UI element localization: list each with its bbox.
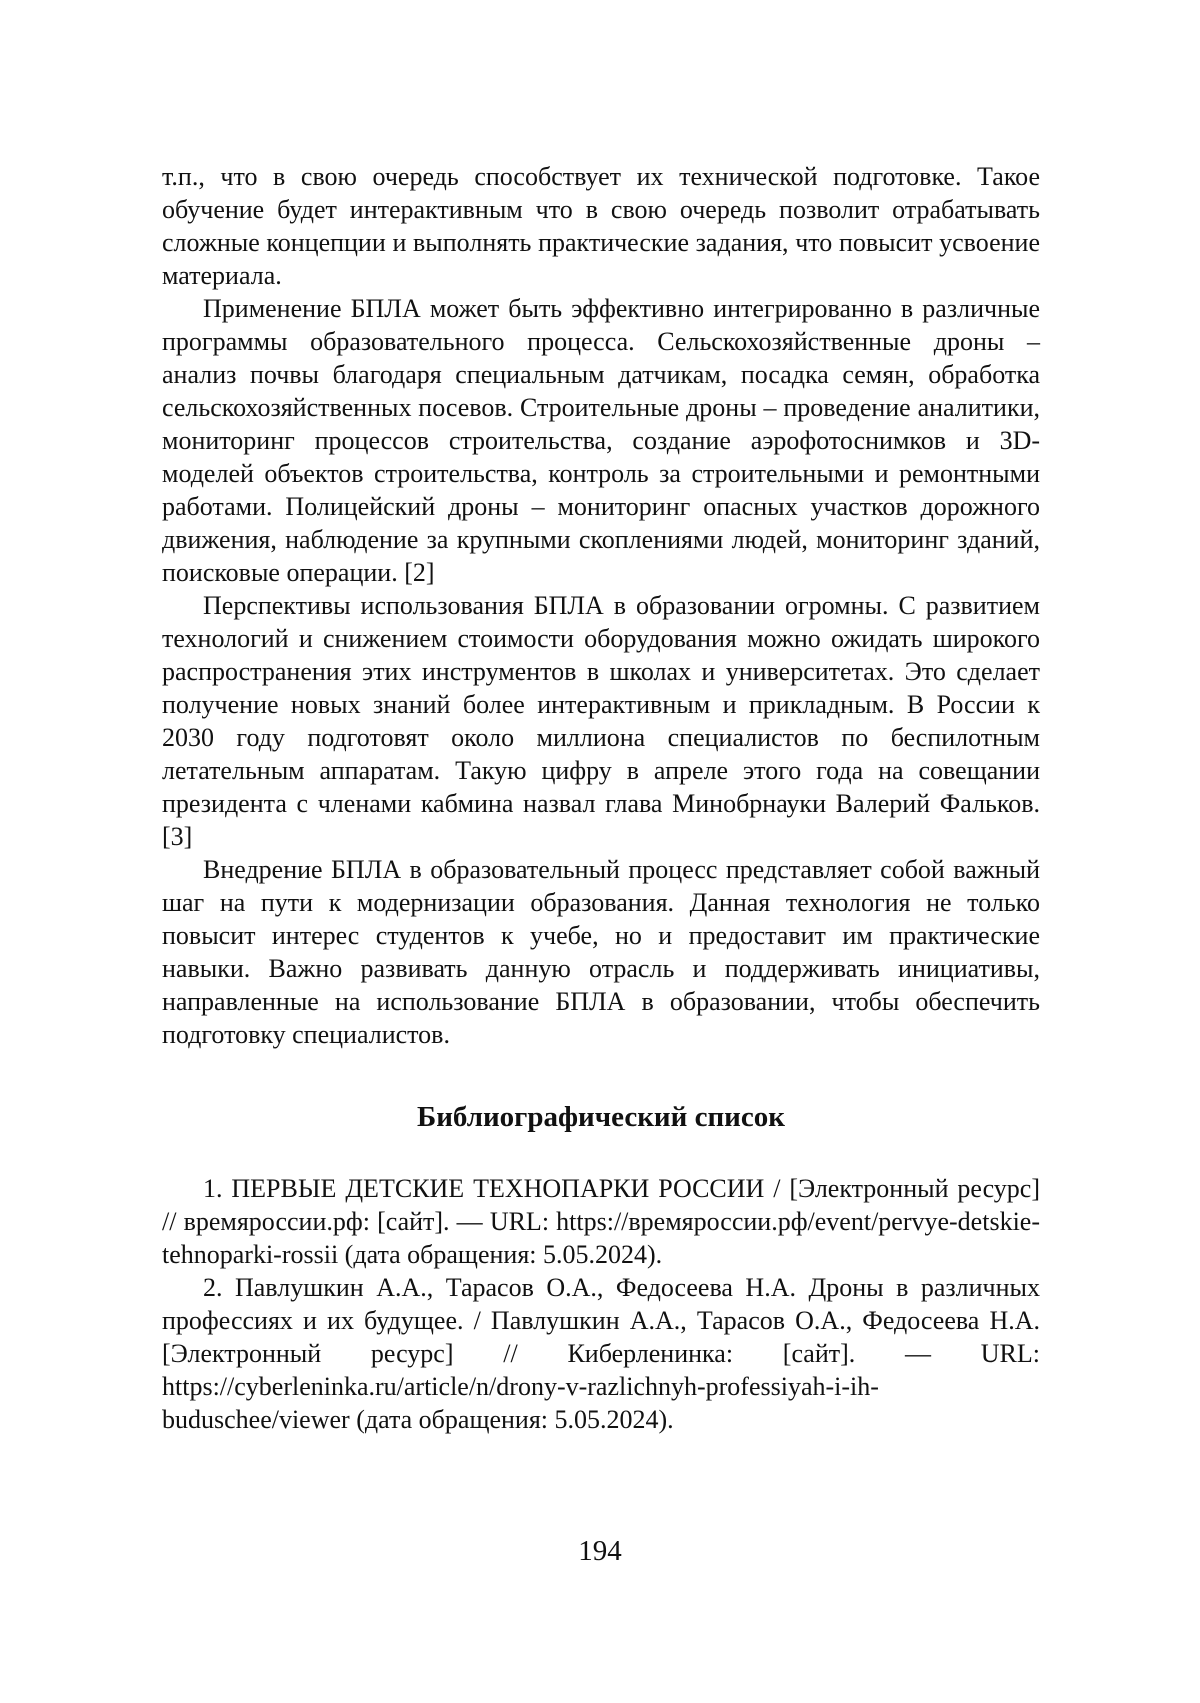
continuation-paragraph: т.п., что в свою очередь способствует их технической подготовке. Такое обучение будет интерактивным что в свою очередь позволит отрабатывать сложные концепции и выполнять практические задания, что повысит усвоение материала. xyxy=(162,162,1040,290)
reference-list xyxy=(162,1172,1040,1436)
bibliography-heading: Библиографический список xyxy=(417,1101,785,1133)
page-number: 194 xyxy=(578,1535,622,1567)
body-paragraph: Применение БПЛА может быть эффективно интегрированно в различные программы образовательного процесса. Сельскохозяйственные дроны – анализ почвы благодаря специальным датчикам, посадка семян, обработка сельскохозяйственных посевов. Строительные дроны – проведение аналитики, мониторинг процессов строительства, создание аэрофотоснимков и 3D-моделей объектов строительства, контроль за строительными и ремонтными работами. Полицейский дроны – мониторинг опасных участков дорожного движения, наблюдение за крупными скоплениями людей, мониторинг зданий, поисковые операции. [2] xyxy=(162,294,1040,587)
document-page xyxy=(162,160,1040,1436)
reference-item: 1. ПЕРВЫЕ ДЕТСКИЕ ТЕХНОПАРКИ РОССИИ / [Электронный ресурс] // времяроссии.рф: [сайт]. — URL: https://времяроссии.рф/event/pervye-detskie-tehnoparki-rossii (дата обращения: 5.05.2024). xyxy=(162,1174,1040,1269)
body-paragraph: Перспективы использования БПЛА в образовании огромны. С развитием технологий и снижением стоимости оборудования можно ожидать широкого распространения этих инструментов в школах и университетах. Это сделает получение новых знаний более интерактивным и прикладным. В России к 2030 году подготовят около миллиона специалистов по беспилотным летательным аппаратам. Такую цифру в апреле этого года на совещании президента с членами кабмина назвал глава Минобрнауки Валерий Фальков. [3] xyxy=(162,591,1040,851)
reference-item: 2. Павлушкин А.А., Тарасов О.А., Федосеева Н.А. Дроны в различных профессиях и их будущее. / Павлушкин А.А., Тарасов О.А., Федосеева Н.А. [Электронный ресурс] // Киберленинка: [сайт]. — URL: https://cyberleninka.ru/article/n/drony-v-razlichnyh-professiyah-i-ih-buduschee/viewer (дата обращения: 5.05.2024). xyxy=(162,1273,1040,1434)
body-paragraph: Внедрение БПЛА в образовательный процесс представляет собой важный шаг на пути к модернизации образования. Данная технология не только повысит интерес студентов к учебе, но и предоставит им практические навыки. Важно развивать данную отрасль и поддерживать инициативы, направленные на использование БПЛА в образовании, чтобы обеспечить подготовку специалистов. xyxy=(162,855,1040,1049)
